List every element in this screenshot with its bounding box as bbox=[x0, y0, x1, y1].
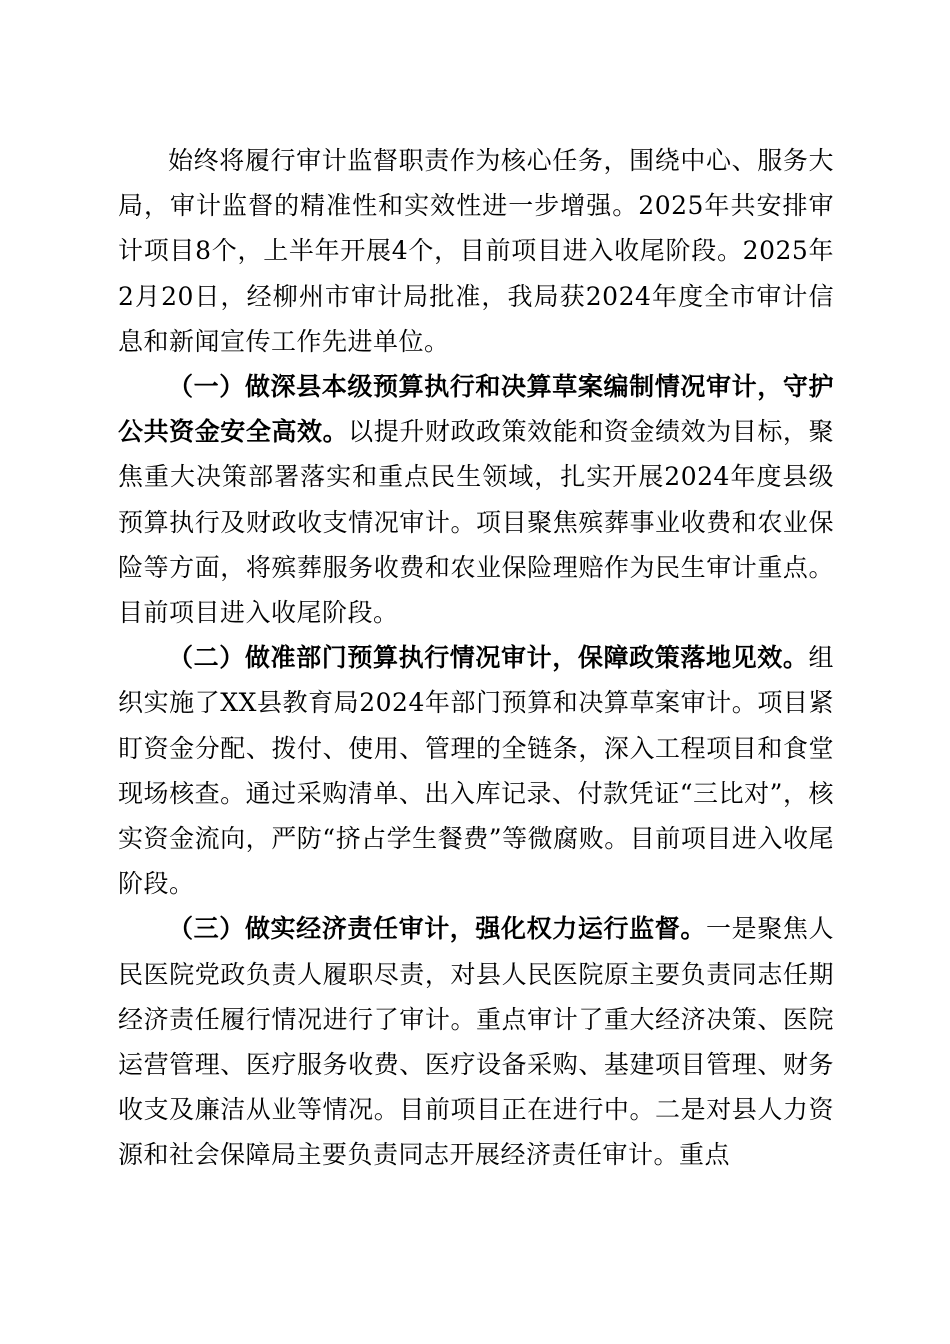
paragraph-intro bbox=[118, 138, 834, 364]
paragraph-heading: （三）做实经济责任审计，强化权力运行监督。 bbox=[168, 914, 706, 944]
paragraph-text: 组织实施了XX县教育局2024年部门预算和决算草案审计。项目紧盯资金分配、拨付、使用、管理的全链条，深入工程项目和食堂现场核查。通过采购清单、出入库记录、付款凭证“三比对”，核实资金流向，严防“挤占学生餐费”等微腐败。目前项目进入收尾阶段。 bbox=[118, 643, 834, 899]
paragraph-text: 始终将履行审计监督职责作为核心任务，围绕中心、服务大局，审计监督的精准性和实效性进一步增强。2025年共安排审计项目8个，上半年开展4个，目前项目进入收尾阶段。2025年2月20日，经柳州市审计局批准，我局获2024年度全市审计信息和新闻宣传工作先进单位。 bbox=[118, 146, 834, 356]
paragraph-text: 一是聚焦人民医院党政负责人履职尽责，对县人民医院原主要负责同志任期经济责任履行情况进行了审计。重点审计了重大经济决策、医院运营管理、医疗服务收费、医疗设备采购、基建项目管理、财务收支及廉洁从业等情况。目前项目正在进行中。二是对县人力资源和社会保障局主要负责同志开展经济责任审计。重点 bbox=[118, 914, 834, 1170]
paragraph-heading: （二）做准部门预算执行情况审计，保障政策落地见效。 bbox=[168, 643, 809, 673]
paragraph-heading: （一）做深县本级预算执行和决算草案编制情况审计，守护公共资金安全高效。 bbox=[118, 372, 834, 447]
paragraph-budget-audit bbox=[118, 364, 834, 635]
paragraph-department-audit bbox=[118, 635, 834, 906]
paragraph-economic-responsibility-audit bbox=[118, 906, 834, 1177]
paragraph-text: 以提升财政政策效能和资金绩效为目标，聚焦重大决策部署落实和重点民生领域，扎实开展2024年度县级预算执行及财政收支情况审计。项目聚焦殡葬事业收费和农业保险等方面，将殡葬服务收费和农业保险理赔作为民生审计重点。目前项目进入收尾阶段。 bbox=[118, 417, 834, 628]
document-body bbox=[118, 138, 834, 1178]
